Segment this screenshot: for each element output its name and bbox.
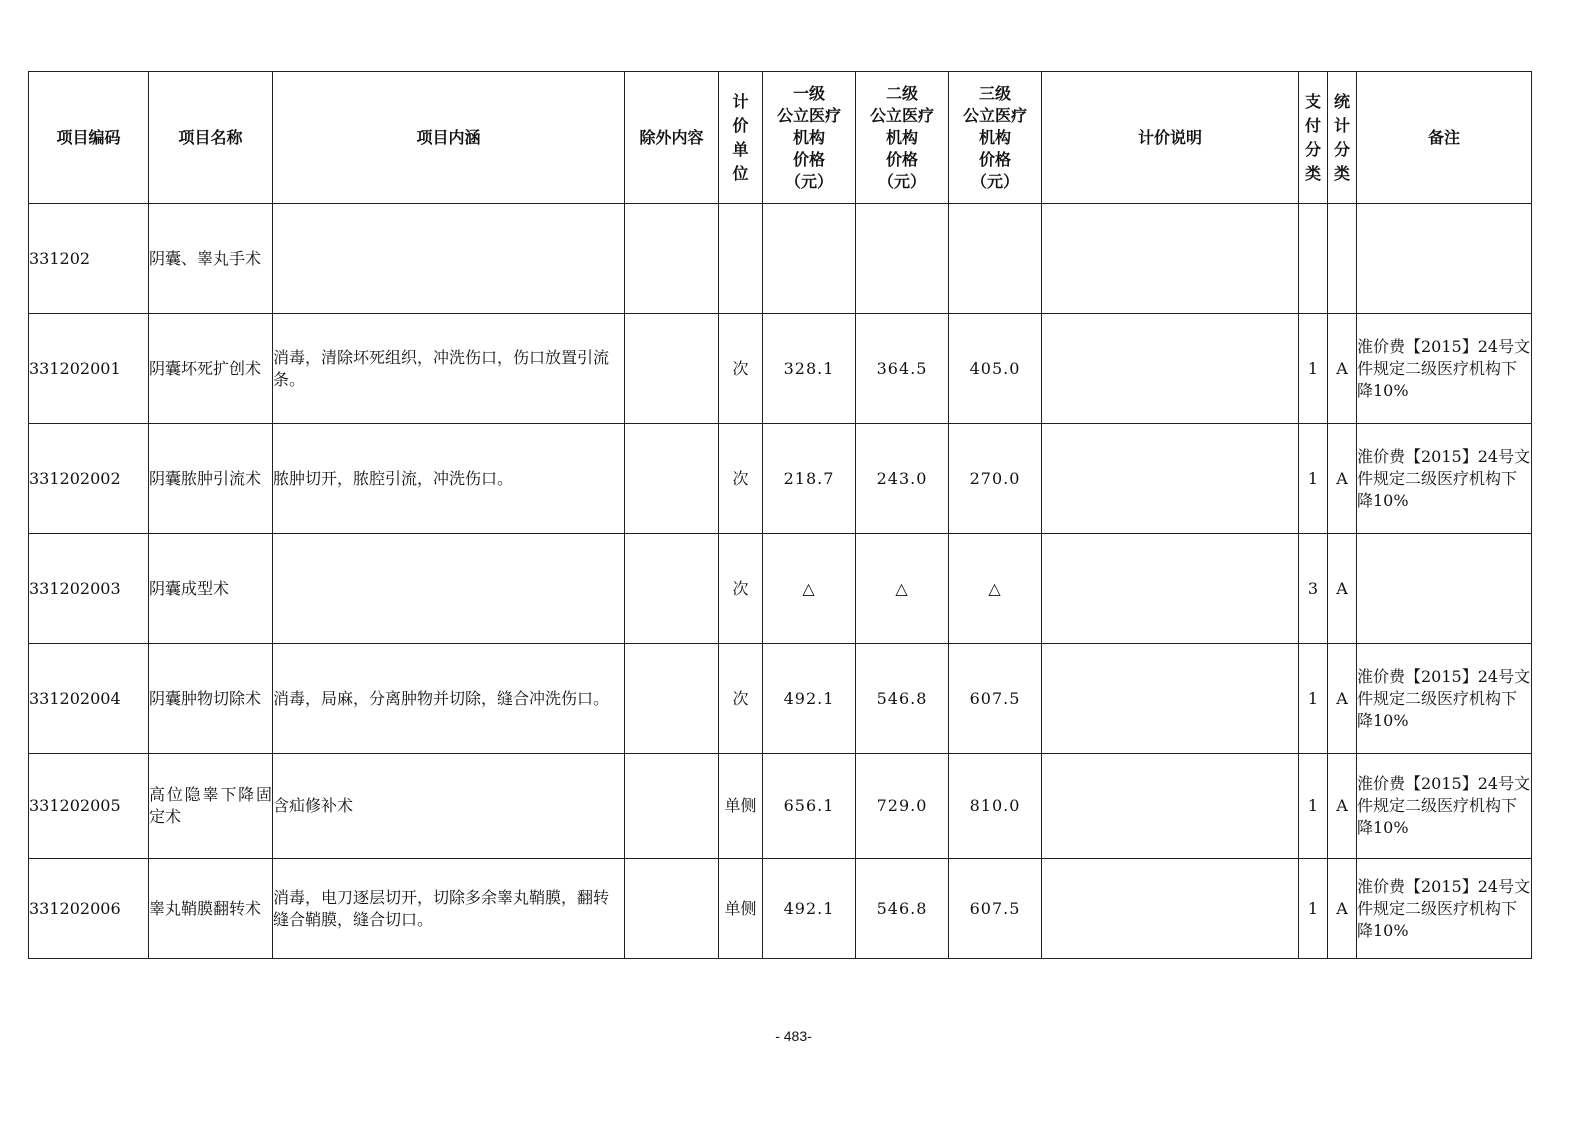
cell-price-level1: 492.1 [763,859,856,959]
cell-code: 331202003 [29,534,149,644]
cell-name: 阴囊成型术 [149,534,273,644]
table-row [29,754,1532,859]
cell-price-level3: 810.0 [949,754,1042,859]
header-price-level1-line: 价格 [792,149,825,169]
table-row [29,424,1532,534]
cell-price-level3: 270.0 [949,424,1042,534]
cell-code: 331202005 [29,754,149,859]
cell-code: 331202001 [29,314,149,424]
cell-name: 高位隐睾下降固定术 [149,754,273,859]
cell-remark [1357,204,1532,314]
cell-stat: A [1328,424,1357,534]
cell-exclude [625,314,719,424]
cell-exclude [625,754,719,859]
cell-stat: A [1328,534,1357,644]
header-price-level3-line: 三级 [978,83,1011,103]
header-price-level3-line: （元） [970,171,1019,191]
table-row [29,314,1532,424]
cell-price-level3 [949,204,1042,314]
cell-note [1042,534,1299,644]
header-price-level2-line: 价格 [885,149,918,169]
header-stat-text: 统计分类 [1334,91,1351,183]
cell-name: 阴囊脓肿引流术 [149,424,273,534]
header-price-level2-line: 二级 [885,83,918,103]
header-price-level3-line: 价格 [978,149,1011,169]
header-unit-text: 计价单位 [732,91,749,183]
header-price-level3-line: 公立医疗 [962,105,1027,125]
cell-price-level3: △ [949,534,1042,644]
cell-remark: 淮价费【2015】24号文件规定二级医疗机构下降10% [1357,314,1532,424]
cell-code: 331202002 [29,424,149,534]
cell-unit: 次 [719,424,763,534]
cell-remark [1357,534,1532,644]
cell-note [1042,424,1299,534]
cell-pay: 1 [1299,424,1328,534]
header-pay [1299,72,1328,204]
cell-content: 含疝修补术 [273,754,625,859]
cell-content: 消毒，电刀逐层切开，切除多余睾丸鞘膜，翻转缝合鞘膜，缝合切口。 [273,859,625,959]
header-exclude: 除外内容 [625,72,719,204]
header-unit [719,72,763,204]
cell-unit: 次 [719,644,763,754]
cell-exclude [625,859,719,959]
cell-price-level2: 364.5 [856,314,949,424]
cell-stat [1328,204,1357,314]
header-price-level2 [856,72,949,204]
table-row [29,534,1532,644]
cell-remark: 淮价费【2015】24号文件规定二级医疗机构下降10% [1357,644,1532,754]
cell-price-level1: △ [763,534,856,644]
header-stat [1328,72,1357,204]
cell-unit: 次 [719,534,763,644]
price-table [28,71,1532,959]
header-pay-text: 支付分类 [1305,91,1322,183]
cell-stat: A [1328,754,1357,859]
cell-price-level1: 656.1 [763,754,856,859]
header-price-level2-line: 机构 [885,127,918,147]
header-remark: 备注 [1357,72,1532,204]
cell-price-level3: 607.5 [949,644,1042,754]
cell-note [1042,314,1299,424]
cell-content [273,204,625,314]
cell-price-level2: 243.0 [856,424,949,534]
cell-remark: 淮价费【2015】24号文件规定二级医疗机构下降10% [1357,754,1532,859]
cell-stat: A [1328,644,1357,754]
cell-exclude [625,424,719,534]
cell-pay: 3 [1299,534,1328,644]
cell-stat: A [1328,859,1357,959]
header-code: 项目编码 [29,72,149,204]
table-row [29,644,1532,754]
header-name: 项目名称 [149,72,273,204]
cell-code: 331202 [29,204,149,314]
cell-price-level2: △ [856,534,949,644]
cell-price-level2: 546.8 [856,644,949,754]
header-price-level1 [763,72,856,204]
cell-remark: 淮价费【2015】24号文件规定二级医疗机构下降10% [1357,424,1532,534]
header-price-level2-line: （元） [877,171,926,191]
cell-unit [719,204,763,314]
cell-content [273,534,625,644]
cell-pay: 1 [1299,859,1328,959]
cell-content: 消毒，局麻，分离肿物并切除，缝合冲洗伤口。 [273,644,625,754]
cell-note [1042,859,1299,959]
cell-price-level1 [763,204,856,314]
table-row [29,859,1532,959]
cell-content: 消毒，清除坏死组织，冲洗伤口，伤口放置引流条。 [273,314,625,424]
cell-code: 331202006 [29,859,149,959]
cell-unit: 单侧 [719,859,763,959]
header-price-level1-line: 公立医疗 [776,105,841,125]
header-price-level2-line: 公立医疗 [869,105,934,125]
cell-price-level3: 405.0 [949,314,1042,424]
header-content: 项目内涵 [273,72,625,204]
cell-unit: 次 [719,314,763,424]
cell-price-level2: 546.8 [856,859,949,959]
cell-name: 阴囊坏死扩创术 [149,314,273,424]
cell-note [1042,204,1299,314]
cell-stat: A [1328,314,1357,424]
cell-remark: 淮价费【2015】24号文件规定二级医疗机构下降10% [1357,859,1532,959]
cell-pay: 1 [1299,314,1328,424]
cell-note [1042,644,1299,754]
cell-price-level2 [856,204,949,314]
header-price-level3 [949,72,1042,204]
cell-pay [1299,204,1328,314]
cell-price-level3: 607.5 [949,859,1042,959]
header-price-level1-line: 一级 [792,83,825,103]
cell-price-level1: 328.1 [763,314,856,424]
cell-price-level2: 729.0 [856,754,949,859]
cell-price-level1: 492.1 [763,644,856,754]
header-price-level1-line: 机构 [792,127,825,147]
cell-pay: 1 [1299,754,1328,859]
table-row [29,204,1532,314]
header-price-level1-line: （元） [784,171,833,191]
page-number: - 483- [775,1028,812,1044]
header-row [29,72,1532,204]
header-price-level3-line: 机构 [978,127,1011,147]
cell-code: 331202004 [29,644,149,754]
cell-exclude [625,534,719,644]
cell-note [1042,754,1299,859]
cell-unit: 单侧 [719,754,763,859]
cell-name: 阴囊、睾丸手术 [149,204,273,314]
cell-price-level1: 218.7 [763,424,856,534]
cell-exclude [625,204,719,314]
cell-pay: 1 [1299,644,1328,754]
header-note: 计价说明 [1042,72,1299,204]
cell-exclude [625,644,719,754]
cell-content: 脓肿切开，脓腔引流，冲洗伤口。 [273,424,625,534]
cell-name: 睾丸鞘膜翻转术 [149,859,273,959]
cell-name: 阴囊肿物切除术 [149,644,273,754]
